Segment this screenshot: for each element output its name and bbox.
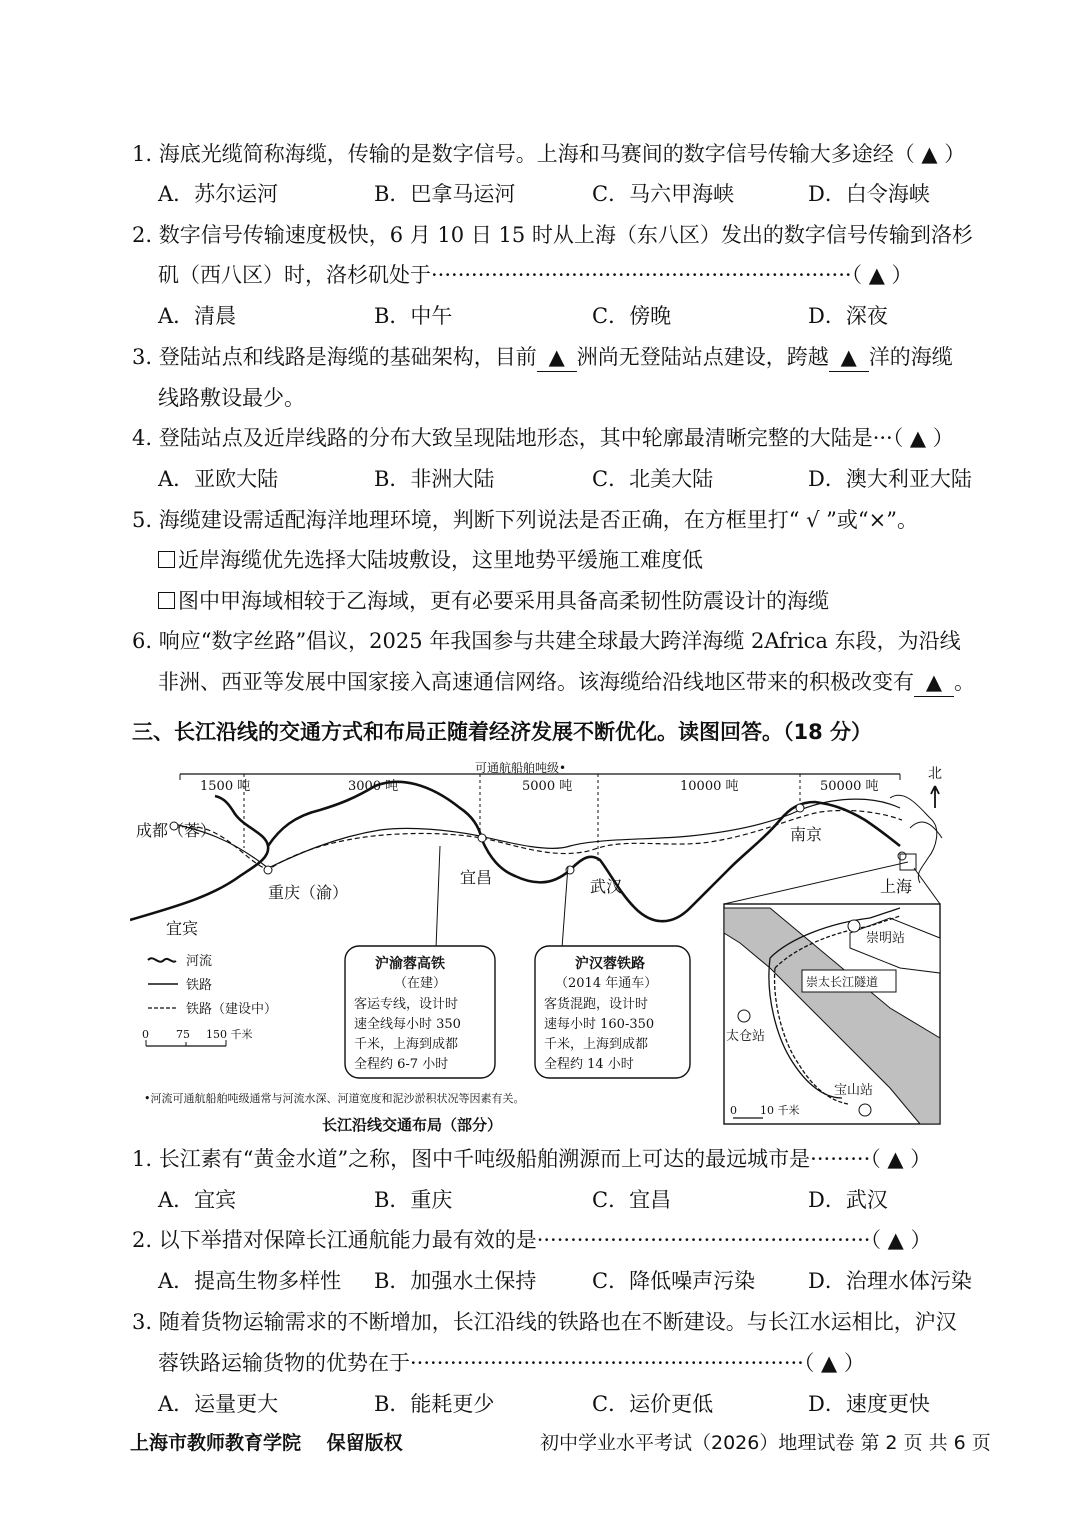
yichang-marker [478, 834, 486, 842]
q6-end: 。 [954, 670, 975, 694]
shanghai-marker [898, 852, 906, 860]
q5-item-2-text: 图中甲海域相较于乙海域，更有必要采用具备高柔韧性防震设计的海缆 [178, 589, 829, 613]
north-arrow-icon [931, 786, 939, 808]
q2-option-d[interactable]: D．深夜 [808, 304, 888, 328]
city-shanghai: 上海 [880, 877, 913, 896]
north-label: 北 [928, 766, 942, 782]
hsr-line-4: 全程约 6-7 小时 [354, 1057, 449, 1072]
railway-line-1: 客货混跑，设计时 [544, 997, 649, 1012]
tonnage-5000: 5000 吨 [522, 779, 573, 794]
tonnage-50000: 50000 吨 [820, 779, 879, 794]
q2-stem-line2: 矶（西八区）时，洛杉矶处于·······························································（ ▲ ） [158, 263, 913, 287]
chongming-station-icon [848, 920, 860, 932]
city-chengdu: 成都（蓉） [136, 821, 217, 840]
hsr-line-1: 客运专线，设计时 [354, 997, 459, 1012]
q3-stem-line2: 线路敷设最少。 [158, 386, 305, 410]
inset-scale-0: 0 [730, 1104, 737, 1117]
s3-q2-option-a[interactable]: A．提高生物多样性 [158, 1269, 342, 1293]
q5-item-1 [158, 546, 703, 574]
s3-q3-stem-line2: 蓉铁路运输货物的优势在于···························································（ ▲ ） [158, 1351, 865, 1375]
q5-item-2 [158, 587, 829, 615]
scale-75: 75 [176, 1028, 190, 1041]
inset-scale-10: 10 千米 [760, 1104, 800, 1117]
railway-line-4: 全程约 14 小时 [544, 1057, 634, 1072]
q6-blank[interactable]: ▲ [914, 668, 954, 697]
yangtze-transport-map [130, 758, 948, 1136]
nanjing-marker [796, 804, 804, 812]
city-wuhan: 武汉 [590, 877, 623, 896]
s3-q1-option-b[interactable]: B．重庆 [374, 1188, 453, 1212]
q6-text: 非洲、西亚等发展中国家接入高速通信网络。该海缆给沿线地区带来的积极改变有 [158, 670, 914, 694]
baoshan-station-icon [859, 1104, 871, 1116]
city-yichang: 宜昌 [460, 868, 493, 887]
q4-stem: 4. 登陆站点及近岸线路的分布大致呈现陆地形态，其中轮廓最清晰完整的大陆是···（ ▲ ） [132, 426, 954, 450]
city-chongqing: 重庆（渝） [268, 883, 349, 902]
q2-option-a[interactable]: A．清晨 [158, 304, 237, 328]
map-top-label: 可通航船舶吨级• [475, 761, 567, 775]
s3-q1-stem: 1. 长江素有“黄金水道”之称，图中千吨级船舶溯源而上可达的最远城市是·········（ ▲ ） [132, 1147, 932, 1171]
hsr-title: 沪渝蓉高铁 [375, 956, 445, 972]
footer-copyright: 上海市教师教育学院 保留版权 [130, 1432, 403, 1454]
scale-150: 150 千米 [206, 1028, 253, 1041]
s3-q3-option-c[interactable]: C．运价更低 [592, 1392, 714, 1416]
q3-text-b: 洲尚无登陆站点建设，跨越 [576, 345, 829, 369]
q6-stem-line2 [158, 668, 975, 697]
q3-text-c: 洋的海缆 [868, 345, 953, 369]
hsr-line-2: 速全线每小时 350 [354, 1017, 461, 1032]
q4-option-d[interactable]: D．澳大利亚大陆 [808, 467, 972, 491]
legend-river: 河流 [186, 954, 213, 969]
q4-option-c[interactable]: C．北美大陆 [592, 467, 714, 491]
q6-stem-line1: 6. 响应“数字丝路”倡议，2025 年我国参与共建全球最大跨洋海缆 2Africa 东段，为沿线 [132, 629, 961, 653]
q1-option-c[interactable]: C．马六甲海峡 [592, 182, 735, 206]
footer-page-info: 初中学业水平考试（2026）地理试卷 第 2 页 共 6 页 [540, 1432, 991, 1454]
city-yibin: 宜宾 [166, 919, 199, 938]
s3-q2-stem: 2. 以下举措对保障长江通航能力最有效的是··················································（ ▲ ） [132, 1228, 932, 1252]
s3-q3-option-b[interactable]: B．能耗更少 [374, 1392, 495, 1416]
s3-q2-option-b[interactable]: B．加强水土保持 [374, 1269, 537, 1293]
s3-q2-option-c[interactable]: C．降低噪声污染 [592, 1269, 756, 1293]
q3-text-a: 3. 登陆站点和线路是海缆的基础架构，目前 [132, 345, 537, 369]
q4-option-a[interactable]: A．亚欧大陆 [158, 467, 279, 491]
q1-option-b[interactable]: B．巴拿马运河 [374, 182, 516, 206]
s3-q3-option-a[interactable]: A．运量更大 [158, 1392, 279, 1416]
q1-option-d[interactable]: D．白令海峡 [808, 182, 930, 206]
section3-title: 三、长江沿线的交通方式和布局正随着经济发展不断优化。读图回答。（18 分） [132, 720, 873, 744]
tonnage-1500: 1500 吨 [200, 779, 251, 794]
q2-option-b[interactable]: B．中午 [374, 304, 453, 328]
q1-stem: 1. 海底光缆简称海缆，传输的是数字信号。上海和马赛间的数字信号传输大多途经（ ▲ ） [132, 142, 966, 166]
q3-blank-continent[interactable]: ▲ [537, 343, 577, 372]
q4-option-b[interactable]: B．非洲大陆 [374, 467, 495, 491]
map-caption: 长江沿线交通布局（部分） [322, 1116, 503, 1134]
q3-stem-line1 [132, 343, 953, 372]
map-legend [142, 953, 277, 1046]
railway-line-3: 千米，上海到成都 [544, 1037, 649, 1052]
q1-option-a[interactable]: A．苏尔运河 [158, 182, 279, 206]
s3-q2-option-d[interactable]: D．治理水体污染 [808, 1269, 972, 1293]
inset-taicang: 太仓站 [726, 1029, 766, 1044]
inset-baoshan: 宝山站 [834, 1083, 874, 1098]
railway-status: （2014 年通车） [555, 976, 658, 991]
q5-checkbox-2[interactable] [158, 592, 175, 609]
hsr-line-3: 千米，上海到成都 [354, 1037, 459, 1052]
s3-q3-option-d[interactable]: D．速度更快 [808, 1392, 930, 1416]
city-nanjing: 南京 [790, 825, 823, 844]
inset-chongming: 崇明站 [866, 931, 906, 946]
railway-line-2: 速每小时 160-350 [544, 1017, 655, 1032]
chongqing-marker [264, 866, 272, 874]
tonnage-10000: 10000 吨 [680, 779, 739, 794]
q5-item-1-text: 近岸海缆优先选择大陆坡敷设，这里地势平缓施工难度低 [178, 548, 703, 572]
hsr-status: （在建） [394, 976, 447, 991]
inset-map [724, 904, 940, 1124]
q2-option-c[interactable]: C．傍晚 [592, 304, 672, 328]
s3-q1-option-a[interactable]: A．宜宾 [158, 1188, 237, 1212]
q3-blank-ocean[interactable]: ▲ [829, 343, 869, 372]
map-footnote: •河流可通航船舶吨级通常与河流水深、河道宽度和泥沙淤积状况等因素有关。 [144, 1092, 525, 1105]
railway-title: 沪汉蓉铁路 [575, 956, 645, 972]
s3-q3-stem-line1: 3. 随着货物运输需求的不断增加，长江沿线的铁路也在不断建设。与长江水运相比，沪汉 [132, 1310, 957, 1334]
q5-checkbox-1[interactable] [158, 551, 175, 568]
legend-rail-build: 铁路（建设中） [186, 1002, 278, 1017]
q2-stem-line1: 2. 数字信号传输速度极快，6 月 10 日 15 时从上海（东八区）发出的数字信号传输到洛杉 [132, 223, 973, 247]
legend-rail: 铁路 [186, 978, 213, 993]
inset-tunnel: 崇太长江隧道 [806, 975, 879, 989]
s3-q1-option-c[interactable]: C．宜昌 [592, 1188, 672, 1212]
scale-0: 0 [142, 1028, 149, 1041]
taicang-station-icon [738, 1010, 750, 1022]
tonnage-3000: 3000 吨 [348, 779, 399, 794]
q5-stem: 5. 海缆建设需适配海洋地理环境，判断下列说法是否正确，在方框里打“ √ ”或“×”。 [132, 508, 918, 532]
s3-q1-option-d[interactable]: D．武汉 [808, 1188, 888, 1212]
